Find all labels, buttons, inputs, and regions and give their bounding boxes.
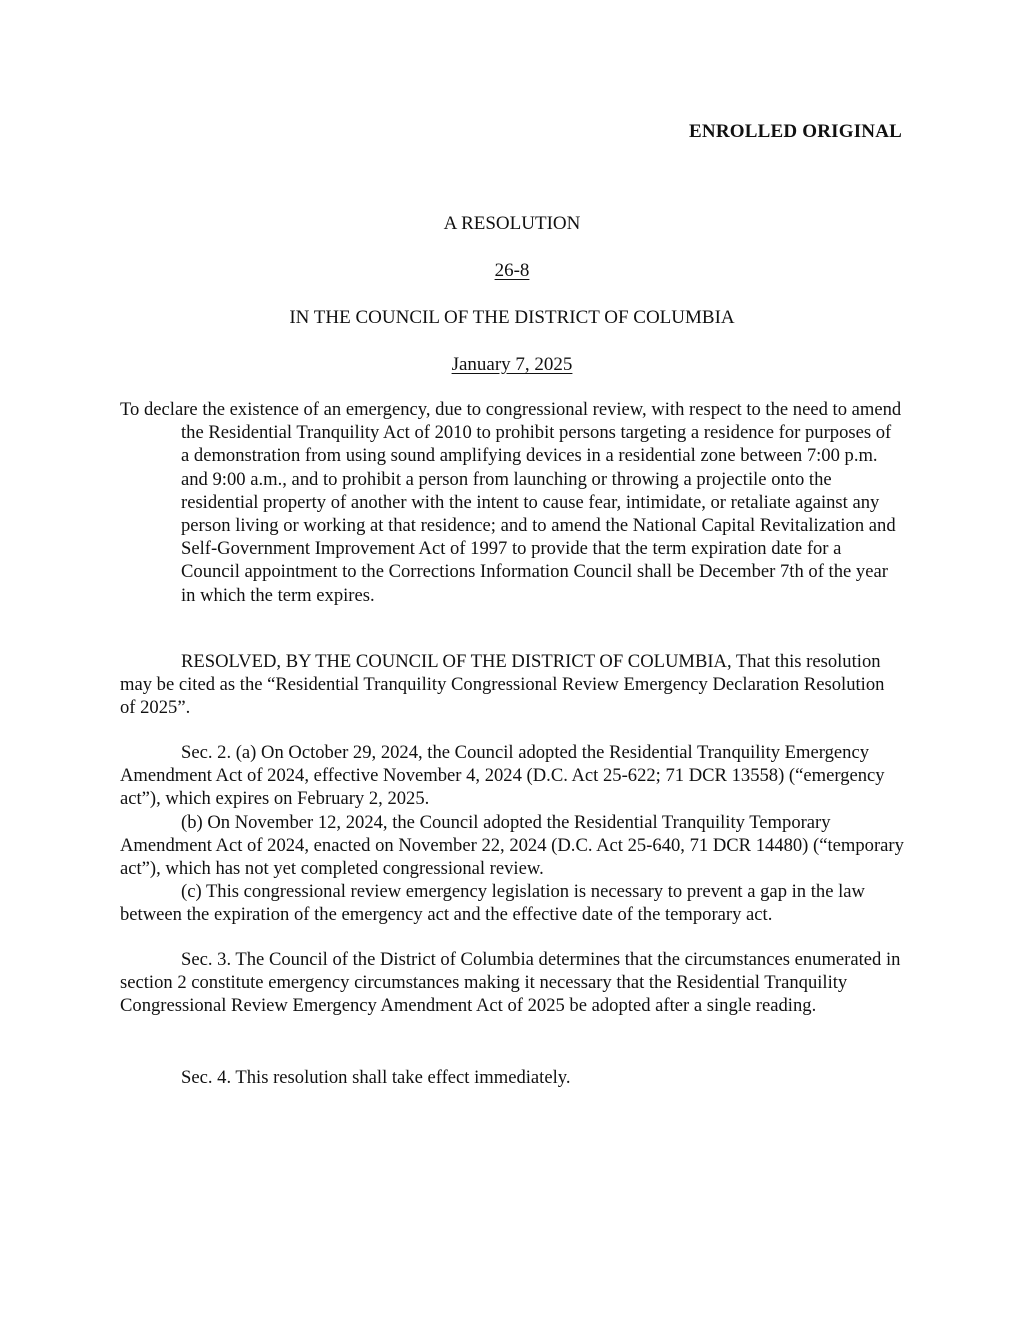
purpose-paragraph: To declare the existence of an emergency, due to congressional review, with respect to the need to amend the Residential Tranquility Act of 2010 to prohibit persons targeting a residence for purposes of a demonstration from using sound amplifying devices in a residential zone between 7:00 p.m. and 9:00 a.m., and to prohibit a person from launching or throwing a projectile onto the residential property of another with the intent to cause fear, intimidate, or retaliate against any person living or working at that residence; and to amend the National Capital Revitalization and Self-Government Improvement Act of 1997 to provide that the term expiration date for a Council appointment to the Corrections Information Council shall be December 7th of the year in which the term expires. bbox=[120, 399, 902, 606]
section-4 bbox=[120, 1066, 904, 1089]
resolution-date-line bbox=[0, 354, 1024, 376]
section-2-b: (b) On November 12, 2024, the Council adopted the Residential Tranquility Temporary Amendment Act of 2024, enacted on November 22, 2024 (D.C. Act 25-640, 71 DCR 14480) (“temporary act”), which has not yet completed congressional review. bbox=[120, 811, 904, 880]
section-2-c: (c) This congressional review emergency legislation is necessary to prevent a gap in the law between the expiration of the emergency act and the effective date of the temporary act. bbox=[120, 881, 865, 926]
enrolled-original-header: ENROLLED ORIGINAL bbox=[689, 121, 902, 142]
resolution-number: 26-8 bbox=[494, 260, 530, 281]
resolution-title: A RESOLUTION bbox=[443, 213, 581, 234]
section-3 bbox=[120, 948, 904, 1018]
council-name: IN THE COUNCIL OF THE DISTRICT OF COLUMBIA bbox=[289, 307, 735, 328]
resolved-paragraph: RESOLVED, BY THE COUNCIL OF THE DISTRICT OF COLUMBIA, That this resolution may be cited as the “Residential Tranquility Congressional Review Emergency Declaration Resolution of 2025”. bbox=[120, 651, 885, 719]
section-4-paragraph: Sec. 4. This resolution shall take effect immediately. bbox=[181, 1067, 571, 1088]
resolved-section bbox=[120, 650, 904, 720]
section-2-a: Sec. 2. (a) On October 29, 2024, the Council adopted the Residential Tranquility Emergency Amendment Act of 2024, effective November 4, 2024 (D.C. Act 25-622; 71 DCR 13558) (“emergency act”), which expires on February 2, 2025. bbox=[120, 742, 885, 810]
resolution-number-line bbox=[0, 260, 1024, 282]
resolution-date: January 7, 2025 bbox=[451, 354, 573, 375]
section-3-paragraph: Sec. 3. The Council of the District of Columbia determines that the circumstances enumerated in section 2 constitute emergency circumstances making it necessary that the Residential Tranquility Congressional Review Emergency Amendment Act of 2025 be adopted after a single reading. bbox=[120, 949, 901, 1017]
section-2 bbox=[120, 741, 904, 927]
